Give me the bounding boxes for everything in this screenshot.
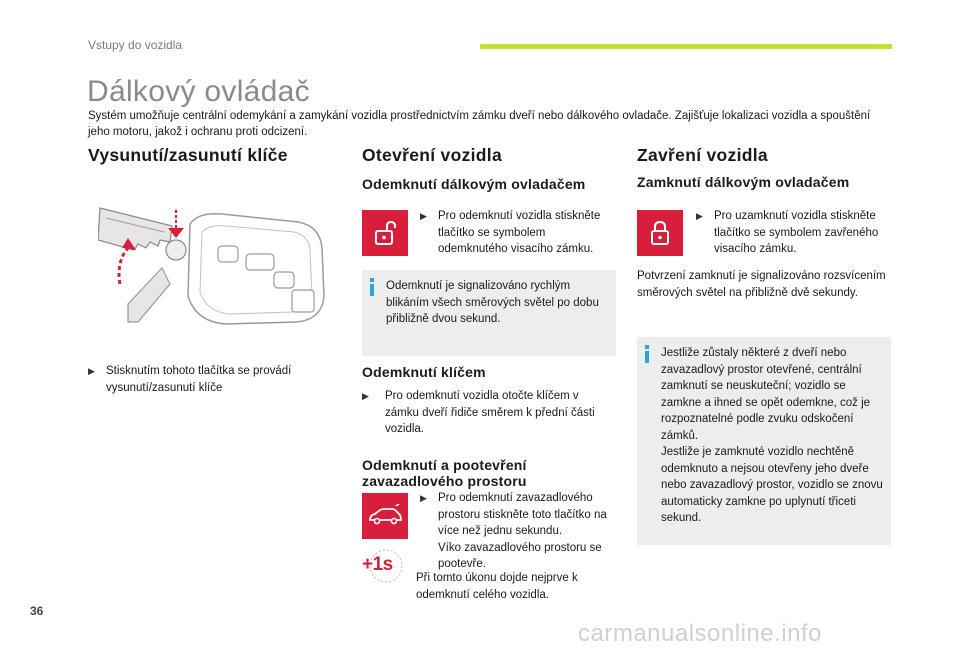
col2-info-text: Odemknutí je signalizováno rychlým blikáním všech směrových světel po dobu přibližně dvou sekund. — [386, 280, 599, 325]
col2-sub3-bullet: ▶ Pro odemknutí zavazadlového prostoru stiskněte toto tlačítko na více než jednu sekundu. Víko zavazadlového prostoru se pootevře. — [420, 492, 607, 570]
unlock-icon — [372, 220, 398, 246]
car-trunk-icon — [368, 504, 402, 528]
header-accent-bar — [480, 44, 892, 49]
col3-info-box — [637, 337, 891, 545]
col3-info-line: Jestliže je zamknuté vozidlo nechtěně odemknuto a nejsou otevřeny jeho dveře nebo zavazadlový prostor, vozidlo se znovu automaticky zamkne po uplynutí třiceti sekund. — [661, 446, 883, 524]
watermark: carmanualsonline.info — [578, 620, 822, 647]
col2-heading: Otevření vozidla — [362, 145, 502, 165]
col2-sub2-heading: Odemknutí klíčem — [362, 364, 486, 380]
lock-icon — [647, 220, 673, 246]
section-title: Vstupy do vozidla — [88, 38, 183, 52]
remote-key-illustration — [98, 196, 334, 332]
col2-sub3-heading: Odemknutí a pootevření zavazadlového prostoru — [362, 457, 527, 489]
col2-sub1-bullet: ▶ Pro odemknutí vozidla stiskněte tlačítko se symbolem odemknutého visacího zámku. — [420, 210, 601, 255]
lock-button-icon — [637, 210, 683, 256]
col2-sub2-bullet: ▶ Pro odemknutí vozidla otočte klíčem v zámku dveří řidiče směrem k přední části vozidla. — [362, 390, 595, 435]
page-title: Dálkový ovládač — [87, 75, 310, 108]
col1-heading: Vysunutí/zasunutí klíče — [88, 145, 288, 165]
col3-note: Potvrzení zamknutí je signalizováno rozsvícením směrových světel na přibližně dvě sekundy. — [637, 270, 886, 299]
info-icon — [370, 278, 374, 296]
col3-sub1-bullet: ▶ Pro uzamknutí vozidla stiskněte tlačítko se symbolem zavřeného visacího zámku. — [696, 210, 879, 255]
col2-info-box — [362, 270, 616, 356]
col2-sub1-heading: Odemknutí dálkovým ovladačem — [362, 176, 586, 192]
plus-one-second-icon — [362, 546, 404, 586]
bullet-arrow-icon: ▶ — [696, 211, 703, 221]
bullet-arrow-icon: ▶ — [420, 211, 427, 221]
bullet-arrow-icon: ▶ — [362, 391, 369, 401]
bullet-arrow-icon: ▶ — [420, 493, 427, 503]
col3-heading: Zavření vozidla — [637, 145, 768, 165]
unlock-button-icon — [362, 210, 408, 256]
trunk-button-icon — [362, 493, 408, 539]
col3-sub1-heading: Zamknutí dálkovým ovladačem — [637, 174, 850, 190]
col2-sub3-note: Při tomto úkonu dojde nejprve k odemknutí celého vozidla. — [416, 572, 578, 601]
col1-bullet: ▶ Stisknutím tohoto tlačítka se provádí vysunutí/zasunutí klíče — [88, 365, 292, 394]
intro-text: Systém umožňuje centrální odemykání a zamykání vozidla prostřednictvím zámku dveří nebo dálkového ovladače. Zajišťuje lokalizaci vozidla a spouštění jeho motoru, jakož i ochranu proti odcizení. — [88, 110, 871, 138]
col3-info-text — [661, 345, 885, 527]
col3-info-line: Jestliže zůstaly některé z dveří nebo zavazadlový prostor otevřené, centrální zamknutí se neuskuteční; vozidlo se zamkne a ihned se opět odemkne, což je rozpoznatelné podle zvuku odskočení zámků. — [661, 347, 871, 442]
page-number: 36 — [30, 604, 44, 618]
info-icon — [645, 345, 649, 363]
plus-one-second-label: +1s — [362, 554, 393, 575]
bullet-arrow-icon: ▶ — [88, 366, 95, 376]
